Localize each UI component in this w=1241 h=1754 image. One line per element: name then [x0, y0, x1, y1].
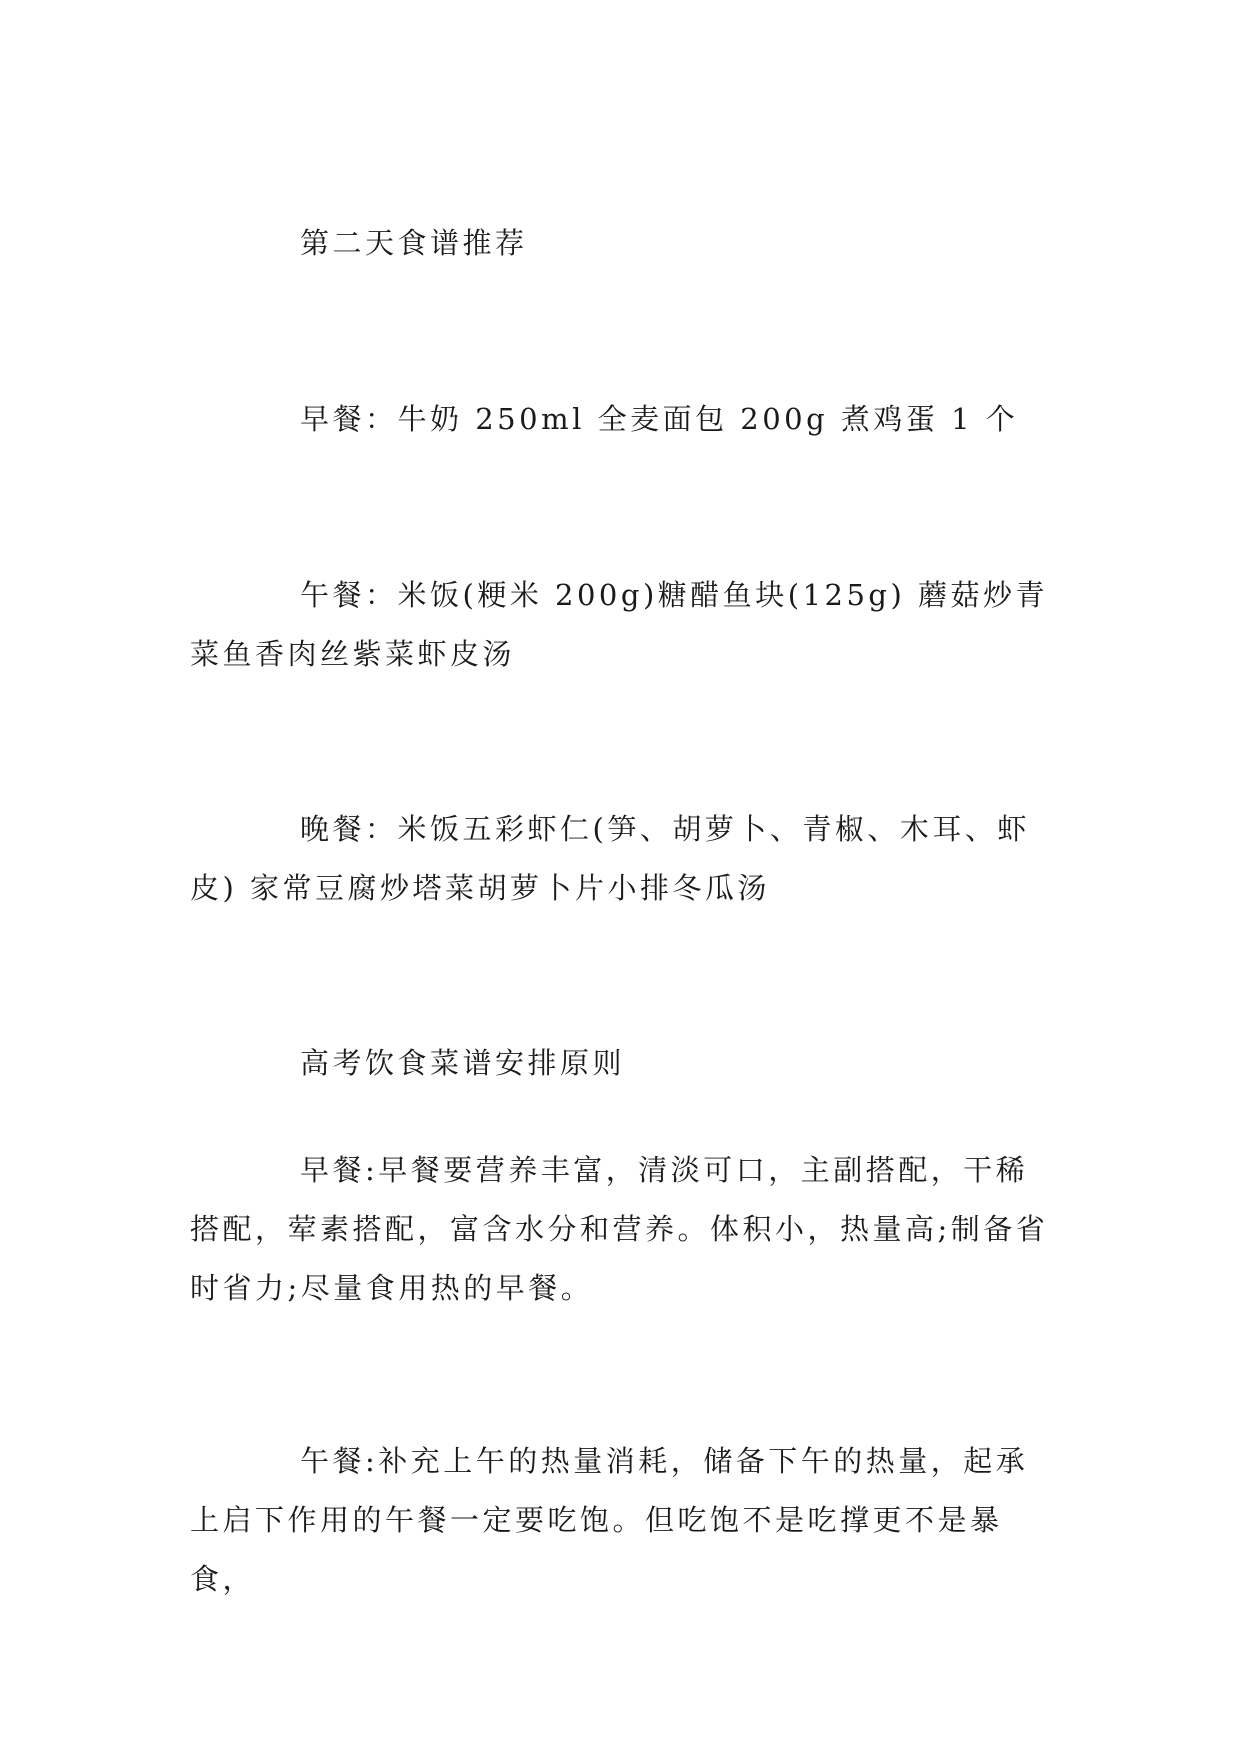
lunch-menu: 午餐：米饭(粳米 200g)糖醋鱼块(125g) 蘑菇炒青菜鱼香肉丝紫菜虾皮汤	[190, 578, 1049, 671]
heading-day-two-menu: 第二天食谱推荐	[300, 226, 528, 260]
heading-diet-principles: 高考饮食菜谱安排原则	[300, 1046, 626, 1080]
dinner-menu: 晚餐：米饭五彩虾仁(笋、胡萝卜、青椒、木耳、虾皮) 家常豆腐炒塔菜胡萝卜片小排冬瓜汤	[190, 812, 1030, 905]
breakfast-menu: 早餐：牛奶 250ml 全麦面包 200g 煮鸡蛋 1 个	[300, 402, 1019, 436]
breakfast-principle: 早餐:早餐要营养丰富，清淡可口，主副搭配，干稀搭配，荤素搭配，富含水分和营养。体积小，热量高;制备省时省力;尽量食用热的早餐。	[190, 1153, 1049, 1305]
lunch-principle: 午餐:补充上午的热量消耗，储备下午的热量，起承上启下作用的午餐一定要吃饱。但吃饱不是吃撑更不是暴食，	[190, 1444, 1029, 1596]
